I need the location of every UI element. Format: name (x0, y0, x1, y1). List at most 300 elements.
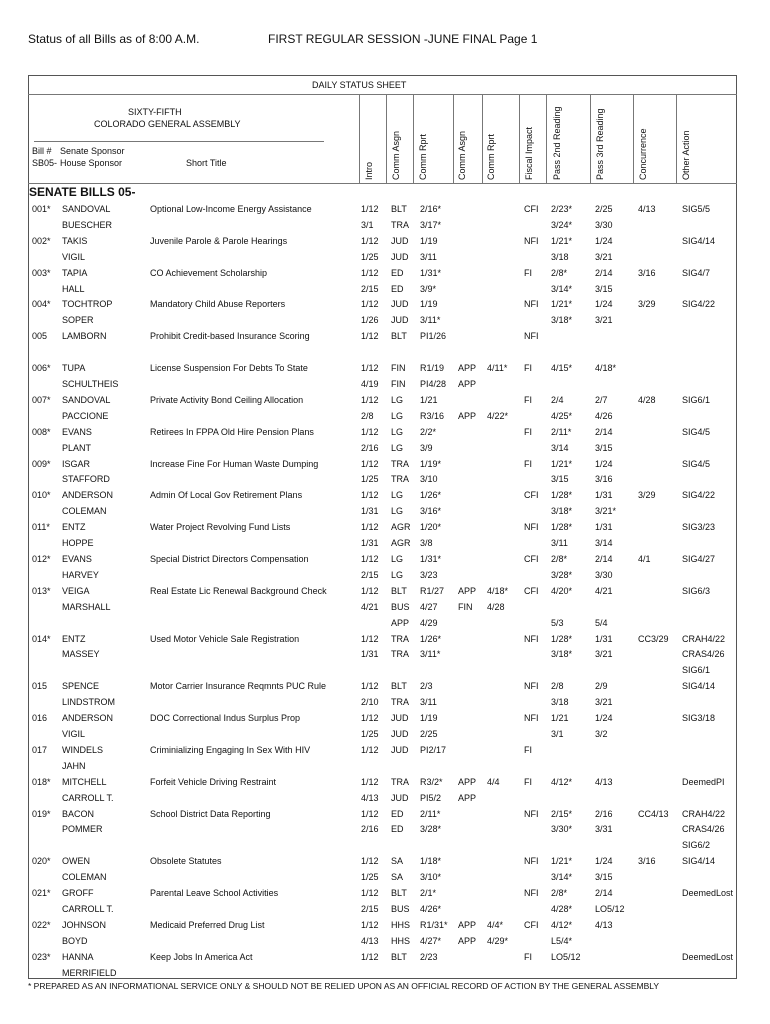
other-action-cell: SIG3/23 (682, 522, 716, 533)
other-action-cell: SIG4/14 (682, 681, 716, 692)
sponsor-cell: SANDOVAL (62, 394, 111, 405)
sponsor-cell: ENTZ (62, 522, 86, 533)
committee-report-cell: 1/18* (420, 856, 442, 867)
bill-number-cell: 012* (32, 554, 51, 565)
sponsor-cell: LAMBORN (62, 331, 107, 342)
bill-number-cell: 023* (32, 951, 51, 962)
committee-assigned-cell: BUS (391, 601, 410, 612)
third-reading-cell: 3/15 (595, 442, 613, 453)
intro-date-cell: 1/12 (361, 585, 379, 596)
third-reading-cell: 3/21 (595, 649, 613, 660)
fiscal-impact-cell: NFI (524, 888, 539, 899)
second-reading-cell: 3/18 (551, 697, 569, 708)
third-reading-cell: 1/24 (595, 856, 613, 867)
third-reading-cell: 1/24 (595, 713, 613, 724)
fiscal-impact-cell: CFI (524, 554, 539, 565)
sponsor-cell: ANDERSON (62, 713, 114, 724)
sponsor-cell: TAKIS (62, 235, 88, 246)
third-reading-cell: 4/13 (595, 919, 613, 930)
committee2-assigned-cell: APP (458, 919, 477, 930)
bill-number-cell: 003* (32, 267, 51, 278)
intro-date-cell: 2/8 (361, 410, 374, 421)
fiscal-impact-cell: NFI (524, 856, 539, 867)
second-reading-cell: 1/28* (551, 633, 573, 644)
assembly-name: COLORADO GENERAL ASSEMBLY (94, 119, 241, 129)
report-status-title: Status of all Bills as of 8:00 A.M. (28, 32, 200, 46)
sponsor-cell: SPENCE (62, 681, 100, 692)
intro-date-cell: 1/25 (361, 474, 379, 485)
fiscal-impact-cell: FI (524, 776, 532, 787)
sponsor-cell: SOPER (62, 315, 94, 326)
bill-number-cell: 004* (32, 299, 51, 310)
assembly-number: SIXTY-FIFTH (128, 107, 182, 117)
committee-assigned-cell: FIN (391, 379, 406, 389)
bill-number-cell: 017 (32, 744, 48, 755)
committee2-assigned-cell: APP (458, 935, 477, 946)
sponsor-cell: LINDSTROM (62, 697, 116, 708)
vertical-header: Fiscal Impact (524, 126, 534, 180)
second-reading-cell: 2/8 (551, 681, 564, 692)
short-title-cell: Parental Leave School Activities (150, 888, 279, 899)
second-reading-cell: 2/15* (551, 808, 573, 819)
second-reading-cell: 1/21* (551, 458, 573, 469)
intro-date-cell: 1/12 (361, 267, 379, 278)
sponsor-cell: PACCIONE (62, 410, 109, 421)
other-action-cell: SIG4/14 (682, 235, 716, 246)
committee2-assigned-cell: APP (458, 776, 477, 787)
committee-report-cell: 4/27 (420, 601, 438, 612)
committee2-assigned-cell: APP (458, 792, 477, 803)
concurrence-cell: 4/1 (638, 554, 651, 565)
committee-assigned-cell: SA (391, 872, 404, 883)
other-action-cell: SIG4/27 (682, 554, 716, 565)
other-action-cell: SIG4/22 (682, 299, 716, 310)
committee-assigned-cell: JUD (391, 235, 409, 246)
short-title-cell: Increase Fine For Human Waste Dumping (150, 458, 319, 469)
second-reading-cell: 2/8* (551, 554, 568, 565)
short-title-cell: Keep Jobs In America Act (150, 951, 253, 962)
committee-assigned-cell: AGR (391, 522, 411, 533)
intro-date-cell: 1/12 (361, 776, 379, 787)
third-reading-cell: 5/4 (595, 617, 608, 628)
sponsor-cell: BUESCHER (62, 219, 113, 230)
rule-under-title (28, 94, 737, 95)
third-reading-cell: 1/24 (595, 235, 613, 246)
committee-report-cell: 1/21 (420, 394, 438, 405)
sponsor-cell: SANDOVAL (62, 204, 111, 214)
bill-number-cell: 009* (32, 458, 51, 469)
committee-assigned-cell: JUD (391, 792, 409, 803)
sponsor-cell: VIGIL (62, 729, 86, 740)
bill-number-cell: 022* (32, 919, 51, 930)
short-title-cell: Special District Directors Compensation (150, 554, 309, 565)
bill-number-cell: 006* (32, 363, 51, 374)
vertical-header: Other Action (681, 130, 691, 180)
sheet-title: DAILY STATUS SHEET (312, 80, 407, 90)
committee-assigned-cell: BLT (391, 681, 407, 692)
committee-report-cell: R1/27 (420, 585, 445, 596)
sponsor-cell: CARROLL T. (62, 792, 114, 803)
sponsor-cell: ISGAR (62, 458, 91, 469)
header-divider-4 (482, 94, 483, 183)
committee-assigned-cell: JUD (391, 315, 409, 326)
third-reading-cell: 4/26 (595, 410, 613, 421)
intro-date-cell: 1/12 (361, 554, 379, 565)
short-title-cell: Water Project Revolving Fund Lists (150, 522, 291, 533)
short-title-cell: Mandatory Child Abuse Reporters (150, 299, 286, 310)
short-title-cell: Used Motor Vehicle Sale Registration (150, 633, 300, 644)
committee-report-cell: 3/11* (420, 649, 441, 660)
third-reading-cell: LO5/12 (595, 904, 625, 915)
second-reading-cell: 1/28* (551, 522, 573, 533)
concurrence-cell: 3/29 (638, 490, 656, 501)
third-reading-cell: 3/15 (595, 283, 613, 294)
third-reading-cell: 2/25 (595, 204, 613, 214)
committee2-assigned-cell: APP (458, 410, 477, 421)
committee-assigned-cell: SA (391, 856, 404, 867)
committee-assigned-cell: JUD (391, 299, 409, 310)
intro-date-cell: 2/15 (361, 904, 379, 915)
vertical-header: Comm Asgn (457, 130, 467, 180)
fiscal-impact-cell: NFI (524, 522, 539, 533)
committee-assigned-cell: FIN (391, 363, 406, 374)
committee2-assigned-cell: APP (458, 585, 477, 596)
intro-date-cell: 1/12 (361, 951, 379, 962)
committee-assigned-cell: LG (391, 442, 404, 453)
committee-report-cell: 2/2* (420, 426, 437, 437)
second-reading-cell: 3/18* (551, 315, 573, 326)
other-action-cell: DeemedLost (682, 951, 734, 962)
other-action-cell: SIG6/3 (682, 585, 711, 596)
sponsor-cell: BOYD (62, 935, 88, 946)
committee2-report-cell: 4/22* (487, 410, 509, 421)
committee-assigned-cell: HHS (391, 919, 411, 930)
fiscal-impact-cell: FI (524, 744, 532, 755)
committee-report-cell: PI1/26 (420, 331, 447, 342)
committee-report-cell: 1/19* (420, 458, 442, 469)
column-header-bill: Bill # (32, 146, 52, 156)
concurrence-cell: 4/28 (638, 394, 656, 405)
short-title-cell: School District Data Reporting (150, 808, 271, 819)
third-reading-cell: 2/14 (595, 554, 613, 565)
second-reading-cell: 3/14* (551, 872, 573, 883)
intro-date-cell: 1/12 (361, 713, 379, 724)
vertical-header: Concurrence (638, 128, 648, 180)
vertical-header: Comm Rprt (486, 133, 496, 180)
third-reading-cell: 1/24 (595, 458, 613, 469)
fiscal-impact-cell: FI (524, 267, 532, 278)
intro-date-cell: 1/12 (361, 235, 379, 246)
committee-assigned-cell: LG (391, 569, 404, 580)
fiscal-impact-cell: FI (524, 458, 532, 469)
committee-assigned-cell: LG (391, 490, 404, 501)
sponsor-cell: TAPIA (62, 267, 88, 278)
committee-report-cell: 3/28* (420, 824, 442, 835)
committee-report-cell: 3/10* (420, 872, 442, 883)
third-reading-cell: 3/21* (595, 506, 617, 517)
sponsor-cell: JAHN (62, 760, 86, 771)
sponsor-cell: ANDERSON (62, 490, 114, 501)
second-reading-cell: 1/28* (551, 490, 573, 501)
third-reading-cell: 3/15 (595, 872, 613, 883)
committee-assigned-cell: TRA (391, 474, 409, 485)
committee-report-cell: 4/29 (420, 617, 438, 628)
short-title-cell: Obsolete Statutes (150, 856, 222, 867)
committee-report-cell: 3/11* (420, 315, 441, 326)
vertical-header: Comm Rprt (418, 133, 428, 180)
committee-report-cell: 1/31* (420, 554, 442, 565)
intro-date-cell: 4/13 (361, 935, 379, 946)
bill-number-cell: 020* (32, 856, 51, 867)
sponsor-cell: MASSEY (62, 649, 100, 660)
bill-number-cell: 005 (32, 331, 48, 342)
second-reading-cell: LO5/12 (551, 951, 581, 962)
sponsor-cell: GROFF (62, 888, 94, 899)
committee-report-cell: 1/19 (420, 713, 438, 724)
fiscal-impact-cell: FI (524, 426, 532, 437)
other-action-cell: DeemedPI (682, 776, 725, 787)
fiscal-impact-cell: NFI (524, 299, 539, 310)
short-title-cell: Real Estate Lic Renewal Background Check (150, 585, 327, 596)
third-reading-cell: 1/31 (595, 633, 613, 644)
sponsor-cell: WINDELS (62, 744, 104, 755)
bill-number-cell: 001* (32, 204, 51, 214)
third-reading-cell: 4/18* (595, 363, 617, 374)
third-reading-cell: 3/31 (595, 824, 613, 835)
header-divider-7 (590, 94, 591, 183)
committee2-report-cell: 4/4 (487, 776, 500, 787)
second-reading-cell: 3/18 (551, 251, 569, 262)
committee-assigned-cell: BLT (391, 888, 407, 899)
committee-assigned-cell: HHS (391, 935, 411, 946)
committee-report-cell: 3/11 (420, 697, 437, 708)
intro-date-cell: 1/25 (361, 729, 379, 740)
sponsor-cell: BACON (62, 808, 95, 819)
committee-report-cell: 3/9 (420, 442, 433, 453)
committee-assigned-cell: LG (391, 394, 404, 405)
committee-assigned-cell: LG (391, 410, 404, 421)
third-reading-cell: 3/21 (595, 697, 613, 708)
bill-number-cell: 008* (32, 426, 51, 437)
committee-report-cell: 3/9* (420, 283, 437, 294)
committee-report-cell: R1/19 (420, 363, 445, 374)
rule-under-headers (28, 183, 737, 184)
bill-number-cell: 010* (32, 490, 51, 501)
fiscal-impact-cell: CFI (524, 585, 539, 596)
second-reading-cell: 3/30* (551, 824, 573, 835)
short-title-cell: CO Achievement Scholarship (150, 267, 268, 278)
third-reading-cell: 3/16 (595, 474, 613, 485)
column-header-senate-sponsor: Senate Sponsor (60, 146, 125, 156)
third-reading-cell: 1/31 (595, 490, 613, 501)
second-reading-cell: 1/21* (551, 299, 573, 310)
intro-date-cell: 1/12 (361, 808, 379, 819)
other-action-cell: SIG3/18 (682, 713, 716, 724)
intro-date-cell: 2/10 (361, 697, 379, 708)
second-reading-cell: 3/14 (551, 442, 569, 453)
concurrence-cell: 3/16 (638, 267, 656, 278)
committee-report-cell: 1/31* (420, 267, 442, 278)
committee-report-cell: 1/26* (420, 490, 442, 501)
committee-report-cell: R3/16 (420, 410, 445, 421)
committee-report-cell: 2/16* (420, 204, 442, 214)
committee-assigned-cell: JUD (391, 729, 409, 740)
sponsor-cell: SCHULTHEIS (62, 379, 119, 389)
committee-report-cell: PI2/17 (420, 744, 447, 755)
column-header-house-sponsor: House Sponsor (60, 158, 123, 168)
header-divider-1 (386, 94, 387, 183)
committee-report-cell: 2/3 (420, 681, 433, 692)
concurrence-cell: 3/29 (638, 299, 656, 310)
third-reading-cell: 3/2 (595, 729, 608, 740)
committee2-assigned-cell: APP (458, 363, 477, 374)
committee-report-cell: PI4/28 (420, 379, 447, 389)
sponsor-cell: MARSHALL (62, 601, 111, 612)
committee-assigned-cell: TRA (391, 697, 409, 708)
third-reading-cell: 2/16 (595, 808, 613, 819)
fiscal-impact-cell: NFI (524, 633, 539, 644)
sponsor-cell: PLANT (62, 442, 92, 453)
committee-assigned-cell: TRA (391, 219, 409, 230)
committee2-report-cell: 4/28 (487, 601, 505, 612)
second-reading-cell: 4/25* (551, 410, 573, 421)
committee-report-cell: 2/25 (420, 729, 438, 740)
other-action-cell: SIG4/7 (682, 267, 711, 278)
committee-report-cell: 3/11 (420, 251, 437, 262)
committee-report-cell: 3/10 (420, 474, 438, 485)
disclaimer-footnote: * PREPARED AS AN INFORMATIONAL SERVICE ONLY & SHOULD NOT BE RELIED UPON AS AN OFFICIAL RECORD OF ACTION BY THE GENERAL ASSEMBLY (28, 981, 660, 991)
third-reading-cell: 3/30 (595, 569, 613, 580)
committee-report-cell: R3/2* (420, 776, 443, 787)
short-title-cell: Medicaid Preferred Drug List (150, 919, 265, 930)
fiscal-impact-cell: NFI (524, 235, 539, 246)
bill-number-cell: 013* (32, 585, 51, 596)
concurrence-cell: CC3/29 (638, 633, 669, 644)
sponsor-cell: STAFFORD (62, 474, 110, 485)
sponsor-cell: TUPA (62, 363, 86, 374)
other-action-cell: SIG4/5 (682, 426, 711, 437)
intro-date-cell: 2/15 (361, 569, 379, 580)
bill-number-cell: 015 (32, 681, 48, 692)
third-reading-cell: 3/14 (595, 538, 613, 549)
fiscal-impact-cell: FI (524, 363, 532, 374)
intro-date-cell: 1/12 (361, 331, 379, 342)
intro-date-cell: 1/26 (361, 315, 379, 326)
committee-report-cell: R1/31* (420, 919, 448, 930)
sponsor-cell: HOPPE (62, 538, 94, 549)
sponsor-cell: COLEMAN (62, 872, 107, 883)
vertical-header: Pass 3rd Reading (595, 108, 605, 180)
fiscal-impact-cell: FI (524, 394, 532, 405)
second-reading-cell: 4/20* (551, 585, 573, 596)
committee-assigned-cell: ED (391, 808, 404, 819)
header-divider-5 (519, 94, 520, 183)
third-reading-cell: 3/21 (595, 251, 613, 262)
short-title-cell: Forfeit Vehicle Driving Restraint (150, 776, 277, 787)
committee2-report-cell: 4/18* (487, 585, 509, 596)
second-reading-cell: 4/12* (551, 776, 573, 787)
intro-date-cell: 1/12 (361, 299, 379, 310)
vertical-header: Comm Asgn (391, 130, 401, 180)
sponsor-cell: HARVEY (62, 569, 99, 580)
sponsor-cell: JOHNSON (62, 919, 107, 930)
third-reading-cell: 2/14 (595, 888, 613, 899)
intro-date-cell: 2/15 (361, 283, 379, 294)
fiscal-impact-cell: NFI (524, 713, 539, 724)
column-header-short-title: Short Title (186, 158, 227, 168)
bill-number-cell: 016 (32, 713, 48, 724)
intro-date-cell: 4/13 (361, 792, 379, 803)
sponsor-cell: COLEMAN (62, 506, 107, 517)
intro-date-cell: 1/12 (361, 363, 379, 374)
short-title-cell: Private Activity Bond Ceiling Allocation (150, 394, 304, 405)
committee-assigned-cell: BLT (391, 585, 407, 596)
committee2-assigned-cell: FIN (458, 601, 473, 612)
bill-number-cell: 019* (32, 808, 51, 819)
vertical-header: Pass 2nd Reading (552, 106, 562, 180)
committee-assigned-cell: JUD (391, 744, 409, 755)
committee-assigned-cell: LG (391, 554, 404, 565)
committee-assigned-cell: TRA (391, 633, 409, 644)
third-reading-cell: 4/13 (595, 776, 613, 787)
header-divider-9 (676, 94, 677, 183)
short-title-cell: Optional Low-Income Energy Assistance (150, 204, 312, 214)
second-reading-cell: 1/21* (551, 235, 573, 246)
intro-date-cell: 1/12 (361, 681, 379, 692)
committee-assigned-cell: BLT (391, 331, 407, 342)
other-action-cell: SIG4/14 (682, 856, 716, 867)
second-reading-cell: 3/14* (551, 283, 573, 294)
short-title-cell: Juvenile Parole & Parole Hearings (150, 235, 288, 246)
committee-report-cell: 2/1* (420, 888, 437, 899)
short-title-cell: DOC Correctional Indus Surplus Prop (150, 713, 301, 724)
sponsor-cell: CARROLL T. (62, 904, 114, 915)
intro-date-cell: 1/12 (361, 856, 379, 867)
committee-report-cell: 3/8 (420, 538, 433, 549)
fiscal-impact-cell: CFI (524, 490, 539, 501)
committee2-report-cell: 4/29* (487, 935, 509, 946)
short-title-cell: Prohibit Credit-based Insurance Scoring (150, 331, 310, 342)
concurrence-cell: CC4/13 (638, 808, 669, 819)
other-action-cell: CRAH4/22 (682, 808, 726, 819)
committee2-report-cell: 4/4* (487, 919, 504, 930)
committee-report-cell: 2/23 (420, 951, 438, 962)
second-reading-cell: 2/4 (551, 394, 564, 405)
sponsor-cell: POMMER (62, 824, 103, 835)
third-reading-cell: 1/31 (595, 522, 613, 533)
committee-assigned-cell: TRA (391, 649, 409, 660)
second-reading-cell: 2/8* (551, 267, 568, 278)
second-reading-cell: 1/21* (551, 856, 573, 867)
short-title-cell: Motor Carrier Insurance Reqmnts PUC Rule (150, 681, 327, 692)
intro-date-cell: 1/12 (361, 204, 379, 214)
second-reading-cell: 2/8* (551, 888, 568, 899)
other-action-cell: SIG4/5 (682, 458, 711, 469)
committee-report-cell: 4/27* (420, 935, 442, 946)
third-reading-cell: 1/24 (595, 299, 613, 310)
sponsor-cell: EVANS (62, 554, 92, 565)
intro-date-cell: 1/12 (361, 888, 379, 899)
third-reading-cell: 2/14 (595, 426, 613, 437)
other-action-cell: SIG4/22 (682, 490, 716, 501)
second-reading-cell: 5/3 (551, 617, 564, 628)
committee-report-cell: 4/26* (420, 904, 442, 915)
second-reading-cell: 3/28* (551, 569, 573, 580)
intro-date-cell: 2/16 (361, 824, 379, 835)
committee-assigned-cell: BUS (391, 904, 410, 915)
third-reading-cell: 2/7 (595, 394, 608, 405)
short-title-cell: Admin Of Local Gov Retirement Plans (150, 490, 303, 501)
